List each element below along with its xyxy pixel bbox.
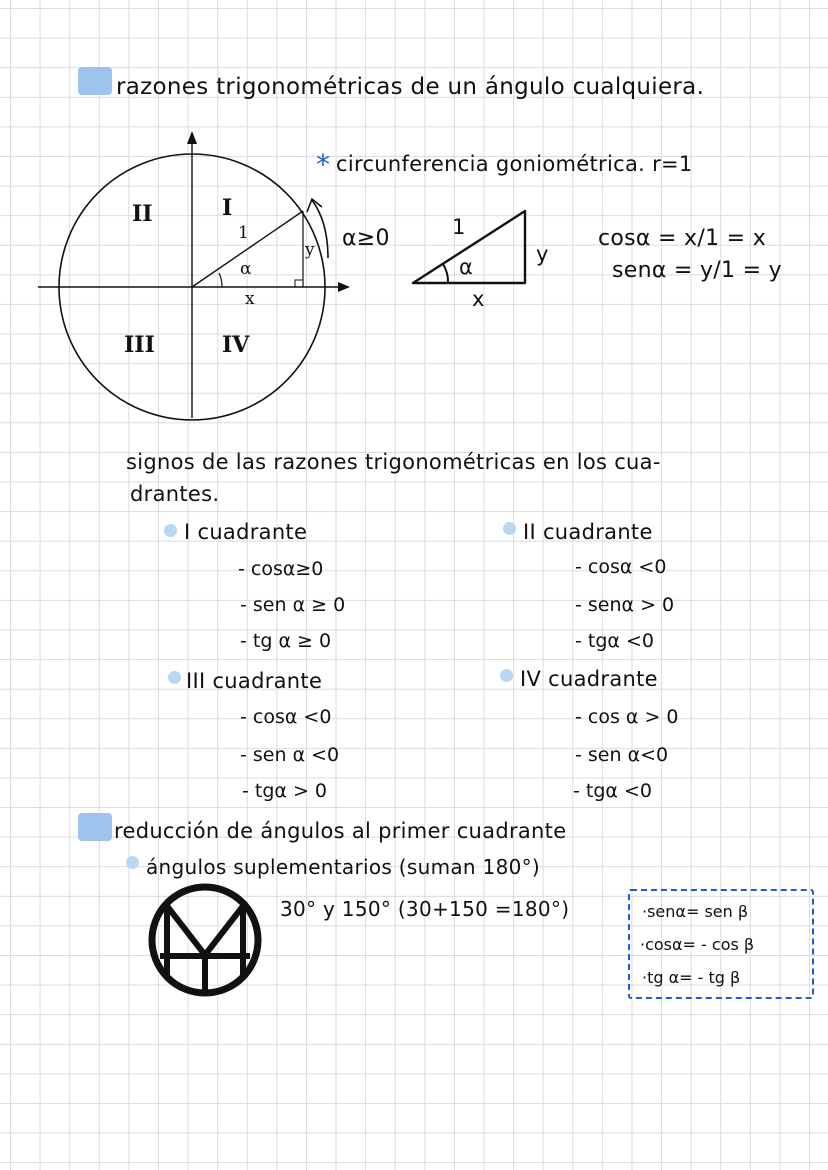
supplementary-example: 30° y 150° (30+150 =180°) xyxy=(280,897,570,921)
signs-heading-line2: drantes. xyxy=(130,482,220,506)
signs-heading-line1: signos de las razones trigonométricas en los cua- xyxy=(126,450,661,474)
quadrant-label-4: IV xyxy=(222,332,250,358)
triangle-base-label: x xyxy=(472,287,485,311)
quadrant-4-line-1: - cos α > 0 xyxy=(575,706,679,728)
x-label: x xyxy=(245,289,255,309)
quadrant-1-label: I cuadrante xyxy=(184,520,308,544)
quadrant-2-line-1: - cosα <0 xyxy=(575,556,667,578)
reduction-heading: reducción de ángulos al primer cuadrante xyxy=(114,819,567,843)
quadrant-2-line-3: - tgα <0 xyxy=(575,630,654,652)
supplementary-bullet: ángulos suplementarios (suman 180°) xyxy=(146,855,541,879)
identity-sen: ·senα= sen β xyxy=(642,902,749,921)
quadrant-4-line-2: - sen α<0 xyxy=(575,744,669,766)
quadrant-label-2: II xyxy=(132,201,153,227)
radius-label: 1 xyxy=(238,223,249,243)
asterisk-icon: * xyxy=(316,148,330,181)
quadrant-3-label: III cuadrante xyxy=(186,669,323,693)
quadrant-1-line-3: - tg α ≥ 0 xyxy=(240,630,332,652)
triangle-hyp-label: 1 xyxy=(452,215,466,239)
alpha-condition: α≥0 xyxy=(342,226,390,251)
quadrant-label-1: I xyxy=(222,195,233,221)
quadrant-2-label: II cuadrante xyxy=(523,520,653,544)
quadrant-4-label: IV cuadrante xyxy=(520,667,658,691)
sen-formula: senα = y/1 = y xyxy=(612,258,782,283)
triangle-side-label: y xyxy=(536,242,549,266)
identity-tg: ·tg α= - tg β xyxy=(642,968,741,987)
y-label: y xyxy=(305,240,315,260)
triangle-angle-label: α xyxy=(459,255,474,279)
quadrant-label-3: III xyxy=(124,332,155,358)
quadrant-3-line-2: - sen α <0 xyxy=(240,744,340,766)
quadrant-3-line-1: - cosα <0 xyxy=(240,706,332,728)
cos-formula: cosα = x/1 = x xyxy=(598,226,767,251)
page-title: razones trigonométricas de un ángulo cualquiera. xyxy=(116,74,705,100)
identity-cos: ·cosα= - cos β xyxy=(640,935,755,954)
quadrant-1-line-1: - cosα≥0 xyxy=(238,558,324,580)
quadrant-3-line-3: - tgα > 0 xyxy=(242,780,328,802)
quadrant-4-line-3: - tgα <0 xyxy=(573,780,652,802)
quadrant-2-line-2: - senα > 0 xyxy=(575,594,675,616)
angle-label: α xyxy=(240,259,252,279)
quadrant-1-line-2: - sen α ≥ 0 xyxy=(240,594,346,616)
circle-subtitle: circunferencia goniométrica. r=1 xyxy=(336,152,693,176)
